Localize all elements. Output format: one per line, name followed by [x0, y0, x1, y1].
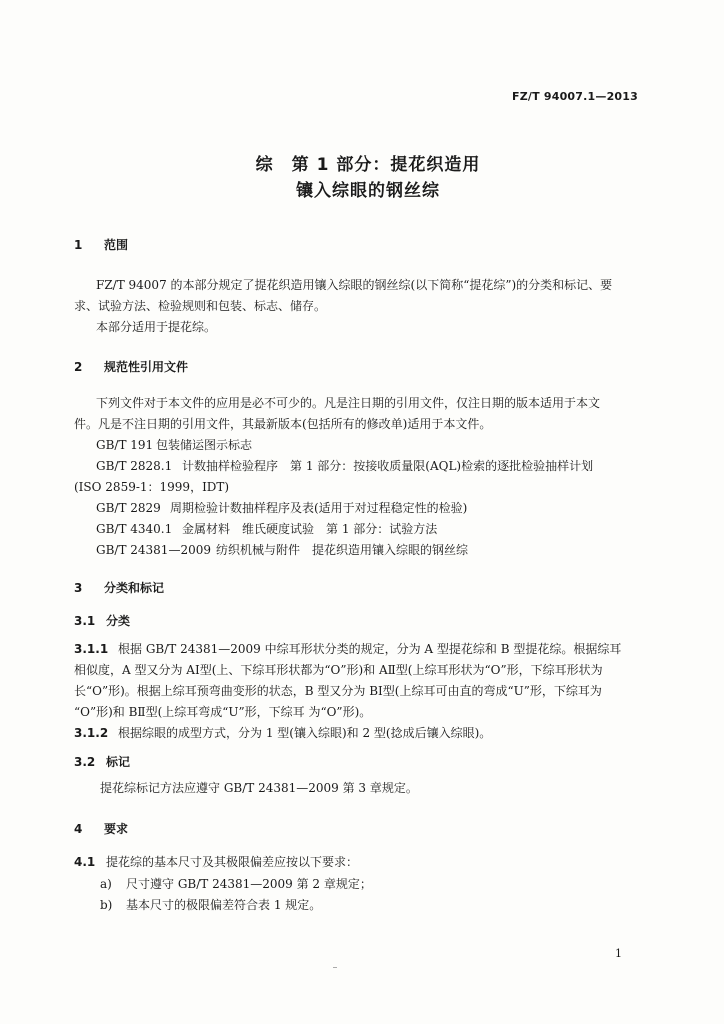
clause-number: 4.1 [74, 855, 96, 869]
clause-number: 3.1.1 [74, 642, 109, 656]
subsection-3-2-text: 提花综标记方法应遵守 GB/T 24381—2009 第 3 章规定。 [100, 781, 418, 795]
clause-3-1-1-line4: “O”形)和 BⅡ型(上综耳弯成“U”形，下综耳 为“O”形)。 [74, 705, 372, 719]
section-number: 4 [74, 822, 83, 836]
clause-3-1-2 [74, 724, 491, 741]
reference-code: GB/T 191 [96, 438, 154, 452]
section-title: 范围 [104, 238, 129, 252]
section-number: 3 [74, 581, 83, 595]
clause-3-1-1-line3: 长“O”形)。根据上综耳预弯曲变形的状态，B 型又分为 BⅠ型(上综耳可由直的弯成“U”形，下综耳为 [74, 684, 602, 698]
subsection-number: 3.2 [74, 755, 96, 769]
clause-3-1-1-line2: 相似度，A 型又分为 AⅠ型(上、下综耳形状都为“O”形)和 AⅡ型(上综耳形状为“O”形，下综耳形状为 [74, 663, 603, 677]
section-number: 1 [74, 238, 83, 252]
reference-title: 计数抽样检验程序 第 1 部分：按接收质量限(AQL)检索的逐批检验抽样计划 [182, 459, 594, 473]
subsection-3-1-heading [74, 612, 130, 629]
section-title: 规范性引用文件 [104, 360, 189, 374]
clause-text: 根据 GB/T 24381—2009 中综耳形状分类的规定，分为 A 型提花综和 B 型提花综。根据综耳 [118, 642, 622, 656]
section-1-paragraph-line1: FZ/T 94007 的本部分规定了提花织造用镶入综眼的钢丝综(以下简称“提花综”)的分类和标记、要 [96, 278, 613, 292]
reference-title: 金属材料 维氏硬度试验 第 1 部分：试验方法 [182, 522, 438, 536]
reference-item-continuation: (ISO 2859-1：1999，IDT) [74, 480, 230, 494]
reference-item [96, 520, 437, 537]
reference-item [96, 499, 467, 516]
list-item-text: 尺寸遵守 GB/T 24381—2009 第 2 章规定； [126, 877, 372, 891]
section-1-heading [74, 236, 128, 253]
reference-title: 周期检验计数抽样程序及表(适用于对过程稳定性的检验) [170, 501, 468, 515]
clause-3-1-1-line1 [74, 640, 621, 657]
section-number: 2 [74, 360, 83, 374]
clause-text: 根据综眼的成型方式，分为 1 型(镶入综眼)和 2 型(捻成后镶入综眼)。 [118, 726, 492, 740]
clause-4-1 [74, 853, 358, 870]
reference-code: GB/T 2828.1 [96, 459, 173, 473]
list-item [100, 875, 372, 892]
subsection-number: 3.1 [74, 614, 96, 628]
document-title-line1: 综 第 1 部分：提花织造用 [255, 155, 481, 175]
subsection-title: 分类 [106, 614, 131, 628]
section-title: 要求 [104, 822, 129, 836]
subsection-3-2-heading [74, 753, 130, 770]
section-1-paragraph2: 本部分适用于提花综。 [96, 320, 217, 334]
standard-code: FZ/T 94007.1—2013 [512, 90, 638, 103]
section-3-heading [74, 579, 164, 596]
section-title: 分类和标记 [104, 581, 165, 595]
reference-title: 包装储运图示标志 [156, 438, 253, 452]
reference-item [96, 541, 468, 558]
reference-title: 纺织机械与附件 提花织造用镶入综眼的钢丝综 [216, 543, 469, 557]
section-1-paragraph-line2: 求、试验方法、检验规则和包装、标志、储存。 [74, 299, 327, 313]
clause-number: 3.1.2 [74, 726, 109, 740]
document-title-line2: 镶入综眼的钢丝综 [296, 181, 440, 201]
reference-code: GB/T 24381—2009 [96, 543, 211, 557]
list-marker: b) [100, 898, 113, 912]
list-item [100, 896, 321, 913]
reference-code: GB/T 2829 [96, 501, 161, 515]
list-item-text: 基本尺寸的极限偏差符合表 1 规定。 [126, 898, 322, 912]
page-number: 1 [615, 947, 622, 960]
section-2-heading [74, 358, 188, 375]
section-2-intro-line2: 件。凡是不注日期的引用文件，其最新版本(包括所有的修改单)适用于本文件。 [74, 417, 492, 431]
scan-artifact [333, 967, 337, 968]
reference-item [96, 457, 593, 474]
reference-item [96, 436, 252, 453]
section-2-intro-line1: 下列文件对于本文件的应用是必不可少的。凡是注日期的引用文件，仅注日期的版本适用于本文 [96, 396, 601, 410]
list-marker: a) [100, 877, 112, 891]
subsection-title: 标记 [106, 755, 131, 769]
section-4-heading [74, 820, 128, 837]
reference-code: GB/T 4340.1 [96, 522, 173, 536]
clause-text: 提花综的基本尺寸及其极限偏差应按以下要求： [106, 855, 359, 869]
